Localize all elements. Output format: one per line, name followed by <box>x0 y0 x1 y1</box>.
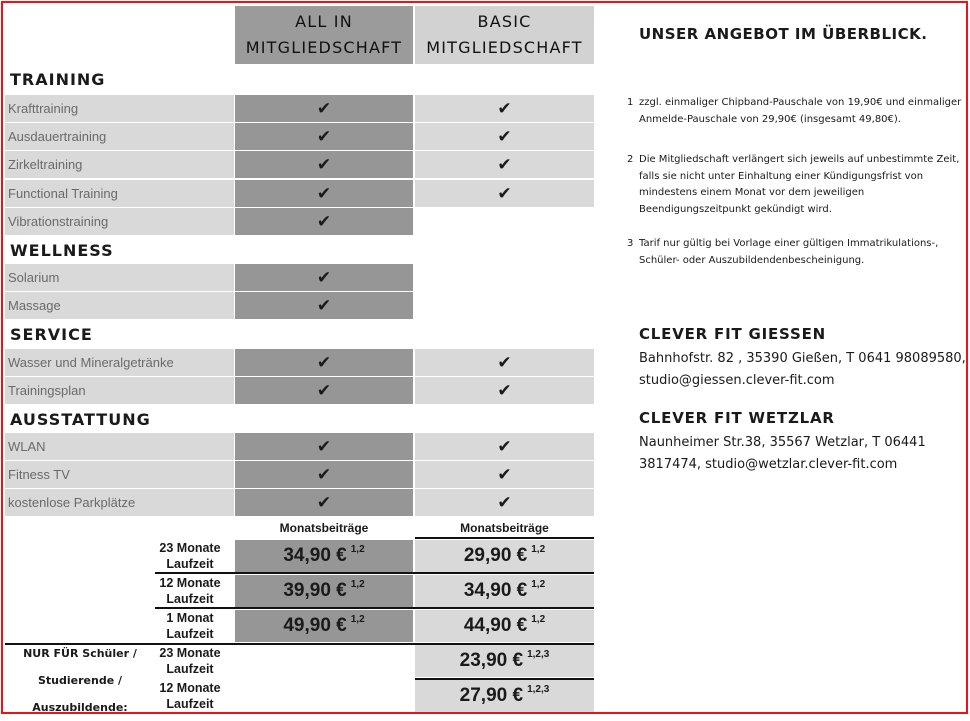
location-title-giessen: CLEVER FIT GIESSEN <box>639 325 826 343</box>
footnote <box>627 152 967 218</box>
feature-label: Fitness TV <box>5 461 234 488</box>
footnote <box>627 236 967 269</box>
divider <box>415 678 594 680</box>
term-suffix: Laufzeit <box>166 557 214 571</box>
check-icon: ✔ <box>235 95 413 122</box>
column-header-all-in-line1: ALL IN <box>295 12 353 31</box>
feature-label: Massage <box>5 292 234 319</box>
empty-cell <box>415 208 594 235</box>
divider <box>5 643 594 645</box>
term-label <box>150 575 230 607</box>
term-duration: 23 Monate <box>159 646 221 660</box>
price-value: 49,90 € <box>283 615 347 636</box>
price-value: 27,90 € <box>459 685 524 706</box>
check-icon: ✔ <box>415 349 594 376</box>
check-icon: ✔ <box>235 377 413 404</box>
term-suffix: Laufzeit <box>166 592 214 606</box>
student-note-line3: Auszubildende: <box>32 701 128 714</box>
footnote-text: zzgl. einmaliger Chipband-Pauschale von 19,90€ und einmaliger Anmelde-Pauschale von 29,90€ (insgesamt 49,80€). <box>639 97 962 125</box>
price-value: 34,90 € <box>463 580 528 601</box>
feature-label: Vibrationstraining <box>5 208 234 235</box>
price-value: 34,90 € <box>283 545 347 566</box>
price-footnote-ref: 1,2 <box>350 579 365 590</box>
student-note-line1: NUR FÜR Schüler / <box>23 647 137 660</box>
price-basic <box>415 610 594 642</box>
price-value: 29,90 € <box>463 545 528 566</box>
divider <box>415 537 594 539</box>
price-all-in <box>235 540 413 572</box>
price-basic <box>415 540 594 572</box>
check-icon: ✔ <box>235 180 413 207</box>
check-icon: ✔ <box>235 349 413 376</box>
divider <box>155 572 594 574</box>
column-header-all-in-line2: MITGLIEDSCHAFT <box>245 38 403 57</box>
price-footnote-ref: 1,2,3 <box>527 649 550 660</box>
price-footnote-ref: 1,2 <box>531 614 546 625</box>
check-icon: ✔ <box>235 208 413 235</box>
check-icon: ✔ <box>415 489 594 516</box>
check-icon: ✔ <box>415 377 594 404</box>
price-footnote-ref: 1,2 <box>531 544 546 555</box>
term-label <box>150 680 230 712</box>
feature-label: Functional Training <box>5 180 234 207</box>
check-icon: ✔ <box>415 461 594 488</box>
feature-label: WLAN <box>5 433 234 460</box>
term-suffix: Laufzeit <box>166 662 214 676</box>
section-title-wellness: WELLNESS <box>10 241 114 260</box>
term-duration: 12 Monate <box>159 681 221 695</box>
price-value: 39,90 € <box>283 580 347 601</box>
column-header-basic-line1: BASIC <box>477 12 532 31</box>
feature-label: kostenlose Parkplätze <box>5 489 234 516</box>
term-duration: 12 Monate <box>159 576 221 590</box>
section-title-service: SERVICE <box>10 325 93 344</box>
footnote-number: 1 <box>627 97 634 108</box>
footnote-text: Die Mitgliedschaft verlängert sich jeweils auf unbestimmte Zeit, falls sie nicht unter Einhaltung einer Kündigungsfrist von mindestens einem Monat vor dem jeweiligen Beendigungszeitpunkt gekündigt wird. <box>639 154 960 215</box>
section-title-ausstattung: AUSSTATTUNG <box>10 410 151 429</box>
check-icon: ✔ <box>235 151 413 178</box>
footnote-number: 2 <box>627 154 634 165</box>
feature-label: Ausdauertraining <box>5 123 234 150</box>
feature-label: Wasser und Mineralgetränke <box>5 349 234 376</box>
term-suffix: Laufzeit <box>166 697 214 711</box>
student-note <box>10 640 150 721</box>
check-icon: ✔ <box>415 180 594 207</box>
term-suffix: Laufzeit <box>166 627 214 641</box>
price-basic <box>415 575 594 607</box>
check-icon: ✔ <box>415 433 594 460</box>
price-all-in <box>235 610 413 642</box>
footnote-text: Tarif nur gültig bei Vorlage einer gültigen Immatrikulations-, Schüler- oder Auszubildendenbescheinigung. <box>639 238 939 266</box>
feature-label: Solarium <box>5 264 234 291</box>
empty-cell <box>415 264 594 291</box>
term-label <box>150 540 230 572</box>
overview-title: UNSER ANGEBOT IM ÜBERBLICK. <box>639 25 928 43</box>
price-all-in <box>235 575 413 607</box>
price-value: 23,90 € <box>459 650 524 671</box>
pricing-header-all-in: Monatsbeiträge <box>279 521 369 535</box>
footnote <box>627 95 967 128</box>
column-header-all-in <box>235 6 413 64</box>
section-title-training: TRAINING <box>10 70 106 89</box>
feature-label: Trainingsplan <box>5 377 234 404</box>
price-footnote-ref: 1,2,3 <box>527 684 550 695</box>
location-address-wetzlar: Naunheimer Str.38, 35567 Wetzlar, T 06441 3817474, studio@wetzlar.clever-fit.com <box>639 435 926 472</box>
check-icon: ✔ <box>235 123 413 150</box>
price-footnote-ref: 1,2 <box>531 579 546 590</box>
feature-label: Zirkeltraining <box>5 151 234 178</box>
term-duration: 1 Monat <box>166 611 214 625</box>
check-icon: ✔ <box>415 123 594 150</box>
footnote-number: 3 <box>627 238 634 249</box>
term-label <box>150 610 230 642</box>
check-icon: ✔ <box>235 292 413 319</box>
check-icon: ✔ <box>235 461 413 488</box>
price-footnote-ref: 1,2 <box>350 614 365 625</box>
price-footnote-ref: 1,2 <box>350 544 365 555</box>
location-address-giessen: Bahnhofstr. 82 , 35390 Gießen, T 0641 98089580, studio@giessen.clever-fit.com <box>639 351 966 388</box>
price-value: 44,90 € <box>463 615 528 636</box>
check-icon: ✔ <box>415 151 594 178</box>
term-duration: 23 Monate <box>159 541 221 555</box>
empty-cell <box>415 292 594 319</box>
feature-label: Krafttraining <box>5 95 234 122</box>
pricing-header-basic: Monatsbeiträge <box>460 521 549 535</box>
divider <box>155 607 594 609</box>
location-title-wetzlar: CLEVER FIT WETZLAR <box>639 409 835 427</box>
price-basic-student <box>415 680 594 712</box>
column-header-basic <box>415 6 594 64</box>
column-header-basic-line2: MITGLIEDSCHAFT <box>426 38 583 57</box>
check-icon: ✔ <box>235 489 413 516</box>
term-label <box>150 645 230 677</box>
student-note-line2: Studierende / <box>37 674 122 687</box>
check-icon: ✔ <box>415 95 594 122</box>
check-icon: ✔ <box>235 264 413 291</box>
price-basic-student <box>415 645 594 677</box>
check-icon: ✔ <box>235 433 413 460</box>
